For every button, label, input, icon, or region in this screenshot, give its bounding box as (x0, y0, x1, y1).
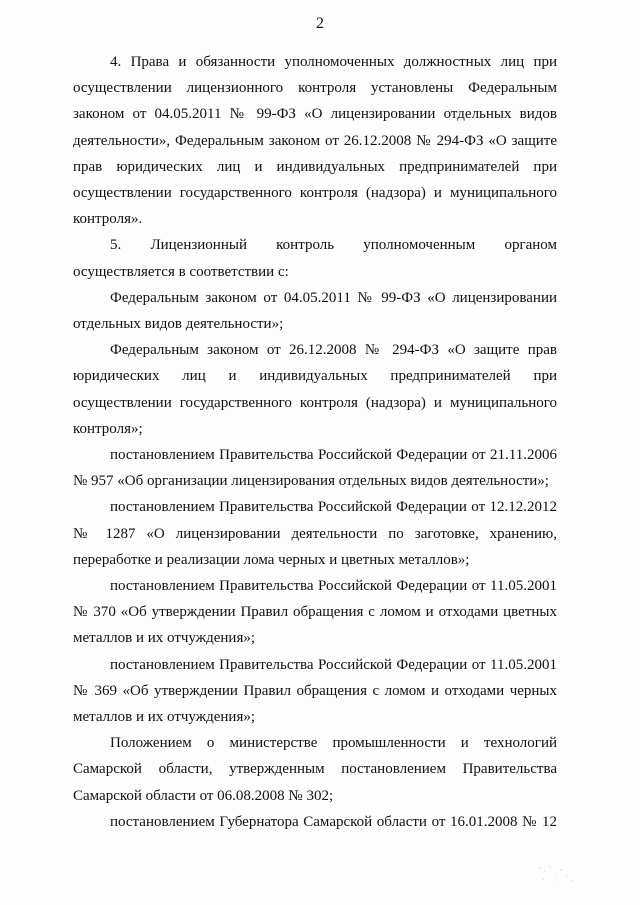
paragraph-item-5-basis: 5. Лицензионный контроль уполномоченным органом осуществляется в соответствии с: (73, 237, 557, 280)
paragraph-resolution-957: постановлением Правительства Российской Федерации от 21.11.2006 № 957 «Об организации лицензирования отдельных видов деятельности»; (73, 447, 557, 490)
paragraph-law-294fz: Федеральным законом от 26.12.2008 № 294-ФЗ «О защите прав юридических лиц и индивидуальных предпринимателей при осуществлении государственного контроля (надзора) и муниципального контроля»; (73, 342, 557, 437)
paragraph-item-4-rights: 4. Права и обязанности уполномоченных должностных лиц при осуществлении лицензионного контроля установлены Федеральным законом от 04.05.2011 № 99-ФЗ «О лицензировании отдельных видов деятельности», Федеральным законом от 26.12.2008 № 294-ФЗ «О защите прав юридических лиц и индивидуальных предпринимателей при осуществлении государственного контроля (надзора) и муниципального контроля». (73, 54, 557, 228)
paragraph-law-99fz: Федеральным законом от 04.05.2011 № 99-ФЗ «О лицензировании отдельных видов деятельности»; (73, 289, 557, 333)
paragraph-resolution-369: постановлением Правительства Российской Федерации от 11.05.2001 № 369 «Об утверждении Правил обращения с ломом и отходами черных металлов и их отчуждения»; (73, 656, 557, 726)
scan-noise-mark (536, 864, 576, 886)
page-number: 2 (316, 15, 324, 32)
paragraph-governor-resolution: постановлением Губернатора Самарской области от 16.01.2008 № 12 (110, 813, 557, 830)
document-body (73, 49, 557, 835)
paragraph-resolution-370: постановлением Правительства Российской Федерации от 11.05.2001 № 370 «Об утверждении Правил обращения с ломом и отходами цветных металлов и их отчуждения»; (73, 578, 557, 647)
paragraph-resolution-1287: постановлением Правительства Российской Федерации от 12.12.2012 № 1287 «О лицензировании деятельности по заготовке, хранению, переработке и реализации лома черных и цветных металлов»; (73, 499, 557, 568)
paragraph-ministry-regulation: Положением о министерстве промышленности и технологий Самарской области, утвержденным постановлением Правительства Самарской области от 06.08.2008 № 302; (73, 735, 557, 804)
